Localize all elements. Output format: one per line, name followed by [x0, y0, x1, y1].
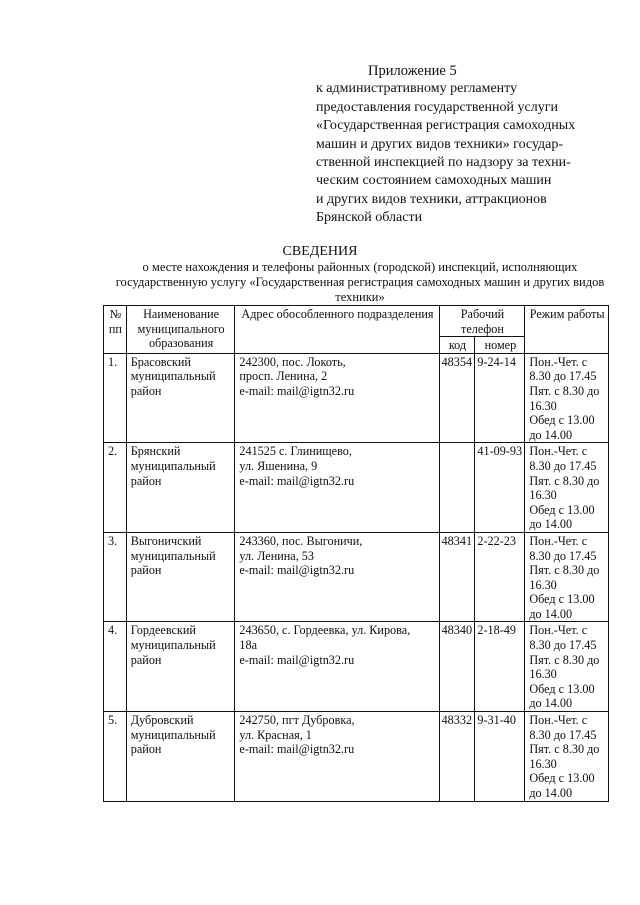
- hours-cell: [525, 622, 609, 712]
- hours-line: Пят. с 8.30 до: [529, 383, 600, 398]
- header-number: номер: [475, 337, 525, 354]
- municipality-name: Брасовский муниципальный район: [126, 353, 235, 443]
- appendix-line: ческим состоянием самоходных машин: [316, 173, 552, 189]
- address-line: e-mail: mail@igtn32.ru: [239, 742, 355, 757]
- header-num: № пп: [104, 306, 127, 354]
- address-line: 242750, пгт Дубровка,: [239, 713, 355, 728]
- hours-line: 8.30 до 17.45: [529, 638, 597, 653]
- hours-line: Обед с 13.00: [529, 502, 595, 517]
- hours-cell: [525, 712, 609, 802]
- address-line: e-mail: mail@igtn32.ru: [239, 652, 355, 667]
- document-subtitle: о месте нахождения и телефоны районных (городской) инспекций, исполняющих государственную услугу «Государственная регистрация самоходных машин и других видов техники»: [115, 260, 605, 304]
- hours-cell: [525, 532, 609, 622]
- appendix-line: «Государственная регистрация самоходных: [316, 118, 576, 134]
- hours-line: Обед с 13.00: [529, 681, 595, 696]
- address-line: 18а: [239, 638, 257, 653]
- hours-line: Пят. с 8.30 до: [529, 652, 600, 667]
- header-address: Адрес обособленного подразделения: [235, 306, 439, 354]
- phone-code: 48341: [439, 532, 475, 622]
- address-line: 241525 с. Глинищево,: [239, 444, 352, 459]
- header-name: Наименование муниципального образования: [126, 306, 235, 354]
- hours-line: 16.30: [529, 756, 557, 771]
- hours-line: Пят. с 8.30 до: [529, 473, 600, 488]
- appendix-title: Приложение 5: [368, 63, 457, 79]
- table-row: [104, 353, 609, 443]
- hours-line: 8.30 до 17.45: [529, 727, 597, 742]
- hours-line: до 14.00: [529, 696, 573, 711]
- header-code: код: [439, 337, 475, 354]
- phone-number: 2-18-49: [475, 622, 525, 712]
- address-line: e-mail: mail@igtn32.ru: [239, 383, 355, 398]
- table-row: [104, 622, 609, 712]
- hours-line: Обед с 13.00: [529, 592, 595, 607]
- municipality-name: Брянский муниципальный район: [126, 443, 235, 533]
- municipality-name: Выгоничский муниципальный район: [126, 532, 235, 622]
- hours-line: Пят. с 8.30 до: [529, 563, 600, 578]
- header-hours: Режим работы: [525, 306, 609, 354]
- address-cell: [235, 622, 439, 712]
- phone-code: 48354: [439, 353, 475, 443]
- phone-code: 48340: [439, 622, 475, 712]
- row-number: 3.: [104, 532, 127, 622]
- hours-cell: [525, 443, 609, 533]
- hours-line: Пон.-Чет. с: [529, 444, 588, 459]
- hours-line: Пон.-Чет. с: [529, 354, 588, 369]
- phone-number: 9-31-40: [475, 712, 525, 802]
- address-line: e-mail: mail@igtn32.ru: [239, 563, 355, 578]
- address-line: 243650, с. Гордеевка, ул. Кирова,: [239, 623, 411, 638]
- inspections-table: [103, 305, 609, 802]
- table-row: [104, 712, 609, 802]
- document-heading: СВЕДЕНИЯ: [282, 244, 358, 259]
- phone-number: 9-24-14: [475, 353, 525, 443]
- row-number: 5.: [104, 712, 127, 802]
- hours-line: 16.30: [529, 577, 557, 592]
- phone-number: 2-22-23: [475, 532, 525, 622]
- address-line: ул. Ленина, 53: [239, 548, 314, 563]
- address-cell: [235, 532, 439, 622]
- appendix-line: и других видов техники, аттракционов: [316, 191, 547, 207]
- municipality-name: Дубровский муниципальный район: [126, 712, 235, 802]
- phone-code: [439, 443, 475, 533]
- appendix-line: ственной инспекцией по надзору за техни-: [316, 155, 571, 171]
- appendix-line: предоставления государственной услуги: [316, 99, 558, 115]
- hours-line: Пон.-Чет. с: [529, 713, 588, 728]
- hours-line: 16.30: [529, 667, 557, 682]
- hours-line: до 14.00: [529, 786, 573, 800]
- row-number: 4.: [104, 622, 127, 712]
- hours-cell: [525, 353, 609, 443]
- address-line: 242300, пос. Локоть,: [239, 354, 346, 369]
- hours-line: до 14.00: [529, 427, 573, 442]
- hours-line: 16.30: [529, 488, 557, 503]
- hours-line: 16.30: [529, 398, 557, 413]
- municipality-name: Гордеевский муниципальный район: [126, 622, 235, 712]
- table-row: [104, 532, 609, 622]
- address-line: e-mail: mail@igtn32.ru: [239, 473, 355, 488]
- header-phone-group: Рабочий телефон: [439, 306, 525, 337]
- phone-number: 41-09-93: [475, 443, 525, 533]
- address-cell: [235, 712, 439, 802]
- address-cell: [235, 443, 439, 533]
- hours-line: 8.30 до 17.45: [529, 548, 597, 563]
- hours-line: Обед с 13.00: [529, 771, 595, 786]
- hours-line: Пон.-Чет. с: [529, 623, 588, 638]
- appendix-line: Брянской области: [316, 210, 423, 226]
- appendix-line: к административному регламенту: [316, 81, 518, 97]
- hours-line: Пят. с 8.30 до: [529, 742, 600, 757]
- address-line: 243360, пос. Выгоничи,: [239, 533, 363, 548]
- hours-line: 8.30 до 17.45: [529, 369, 597, 384]
- address-line: ул. Красная, 1: [239, 727, 312, 742]
- hours-line: 8.30 до 17.45: [529, 458, 597, 473]
- address-cell: [235, 353, 439, 443]
- hours-line: до 14.00: [529, 606, 573, 621]
- hours-line: до 14.00: [529, 517, 573, 532]
- appendix-block: [316, 62, 616, 228]
- row-number: 1.: [104, 353, 127, 443]
- hours-line: Пон.-Чет. с: [529, 533, 588, 548]
- table-header-row: [104, 306, 609, 337]
- hours-line: Обед с 13.00: [529, 413, 595, 428]
- address-line: ул. Яшенина, 9: [239, 458, 318, 473]
- address-line: просп. Ленина, 2: [239, 369, 328, 384]
- phone-code: 48332: [439, 712, 475, 802]
- table-row: [104, 443, 609, 533]
- appendix-line: машин и других видов техники» государ-: [316, 136, 564, 152]
- row-number: 2.: [104, 443, 127, 533]
